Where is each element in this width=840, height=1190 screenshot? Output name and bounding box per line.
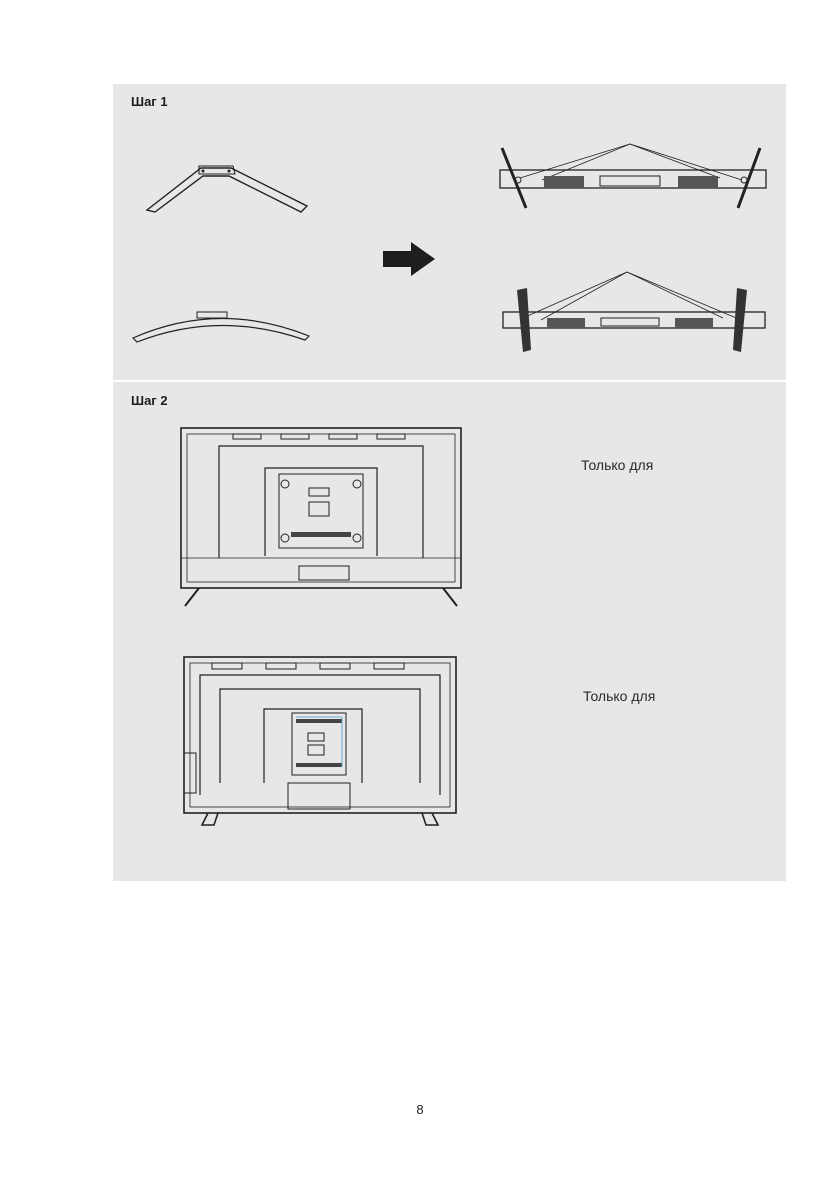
- curved-stand-side-illustration: [129, 304, 314, 344]
- v-stand-top-illustration: [143, 162, 313, 217]
- step-1-panel: [113, 84, 786, 380]
- step-2-note-2: Только для: [583, 688, 656, 704]
- page-number: 8: [416, 1102, 424, 1117]
- tv-bottom-stand-illustration-1: [498, 142, 768, 214]
- tv-back-illustration-1: [179, 426, 463, 608]
- tv-back-illustration-2: [182, 655, 458, 829]
- step-2-panel: [113, 382, 786, 881]
- step-2-label: Шаг 2: [131, 393, 168, 408]
- tv-bottom-stand-illustration-2: [501, 272, 767, 354]
- step-2-note-1: Только для: [581, 457, 654, 473]
- step-1-label: Шаг 1: [131, 94, 168, 109]
- arrow-right-icon: [383, 242, 435, 276]
